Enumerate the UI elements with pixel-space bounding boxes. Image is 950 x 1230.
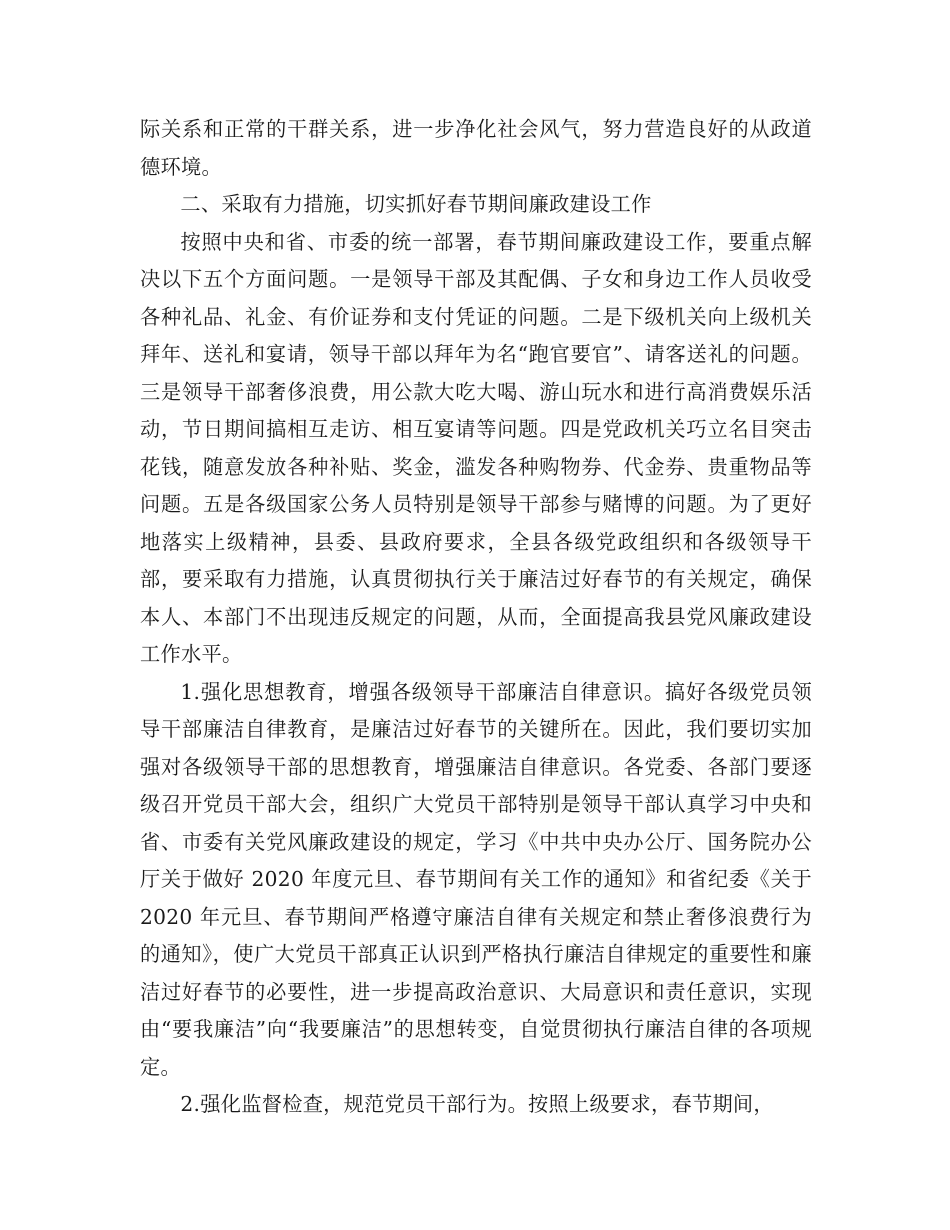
paragraph: 按照中央和省、市委的统一部署，春节期间廉政建设工作，要重点解决以下五个方面问题。一是领导干部及其配偶、子女和身边工作人员收受各种礼品、礼金、有价证券和支付凭证的问题。二是下级机关向上级机关拜年、送礼和宴请，领导干部以拜年为名“跑官要官”、请客送礼的问题。三是领导干部奢侈浪费，用公款大吃大喝、游山玩水和进行高消费娱乐活动，节日期间搞相互走访、相互宴请等问题。四是党政机关巧立名目突击花钱，随意发放各种补贴、奖金，滥发各种购物券、代金券、贵重物品等问题。五是各级国家公务人员特别是领导干部参与赌博的问题。为了更好地落实上级精神，县委、县政府要求，全县各级党政组织和各级领导干部，要采取有力措施，认真贯彻执行关于廉洁过好春节的有关规定，确保本人、本部门不出现违反规定的问题，从而，全面提高我县党风廉政建设工作水平。 bbox=[140, 229, 812, 666]
document-body bbox=[140, 111, 812, 1124]
section-heading: 二、采取有力措施，切实抓好春节期间廉政建设工作 bbox=[180, 192, 652, 216]
paragraph: 2.强化监督检查，规范党员干部行为。按照上级要求，春节期间， bbox=[180, 1092, 774, 1116]
paragraph: 1.强化思想教育，增强各级领导干部廉洁自律意识。搞好各级党员领导干部廉洁自律教育，是廉洁过好春节的关键所在。因此，我们要切实加强对各级领导干部的思想教育，增强廉洁自律意识。各党委、各部门要逐级召开党员干部大会，组织广大党员干部特别是领导干部认真学习中央和省、市委有关党风廉政建设的规定，学习《中共中央办公厅、国务院办公厅关于做好 2020 年度元旦、春节期间有关工作的通知》和省纪委《关于 2020 年元旦、春节期间严格遵守廉洁自律有关规定和禁止奢侈浪费行为的通知》，使广大党员干部真正认识到严格执行廉洁自律规定的重要性和廉洁过好春节的必要性，进一步提高政治意识、大局意识和责任意识，实现由“要我廉洁”向“我要廉洁”的思想转变，自觉贯彻执行廉洁自律的各项规定。 bbox=[140, 679, 812, 1079]
paragraph-continuation: 际关系和正常的干群关系，进一步净化社会风气，努力营造良好的从政道德环境。 bbox=[140, 117, 812, 179]
